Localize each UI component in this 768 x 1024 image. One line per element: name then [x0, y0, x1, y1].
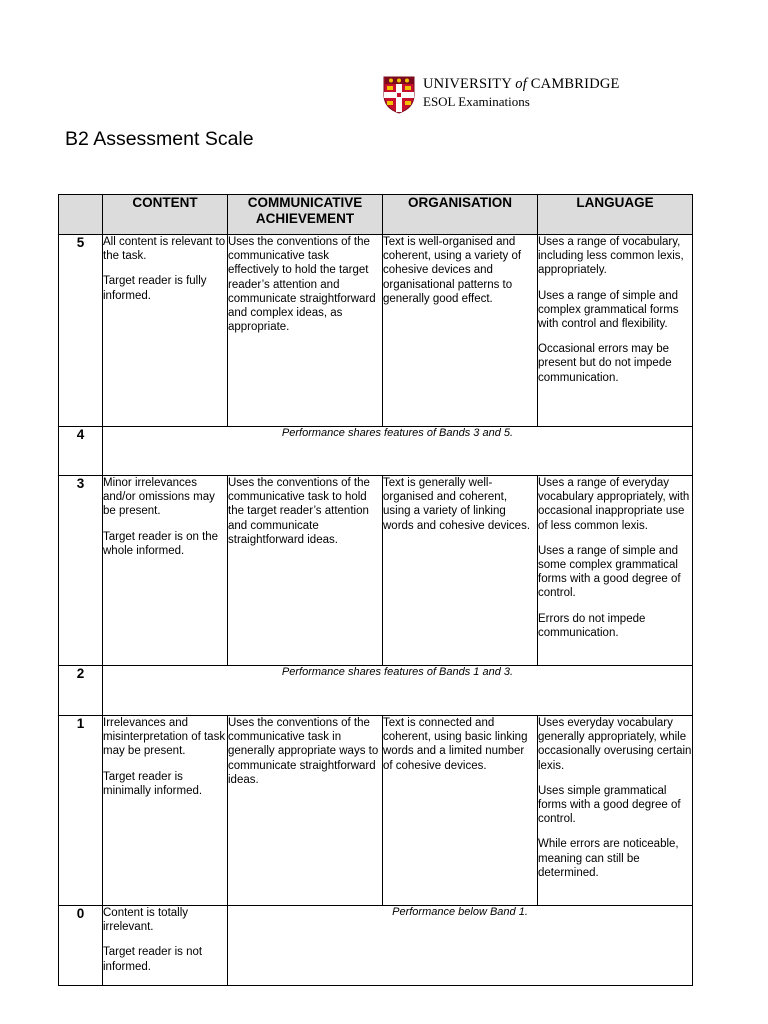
shared-features-note: Performance shares features of Bands 1 and 3.	[103, 666, 693, 716]
language-cell: Uses a range of everyday vocabulary appropriately, with occasional inappropriate use of less common lexis. Uses a range of simple and some complex grammatical forms with a good degree of control. Errors do not impede communication.	[538, 476, 693, 666]
cambridge-logo	[383, 76, 620, 114]
content-cell: Minor irrelevances and/or omissions may be present. Target reader is on the whole informed.	[103, 476, 228, 666]
band-number: 1	[59, 716, 103, 906]
header-band	[59, 195, 103, 235]
communicative-cell: Uses the conventions of the communicative task in generally appropriate ways to communicate straightforward ideas.	[228, 716, 383, 906]
band-number: 4	[59, 427, 103, 476]
band-number: 5	[59, 235, 103, 427]
content-cell: All content is relevant to the task. Target reader is fully informed.	[103, 235, 228, 427]
band-3-row	[59, 476, 693, 666]
organisation-cell: Text is connected and coherent, using basic linking words and a limited number of cohesive devices.	[383, 716, 538, 906]
header-content: CONTENT	[103, 195, 228, 235]
header-language: LANGUAGE	[538, 195, 693, 235]
shared-features-note: Performance below Band 1.	[228, 906, 693, 986]
band-1-row	[59, 716, 693, 906]
header-communicative-achievement: COMMUNICATIVE ACHIEVEMENT	[228, 195, 383, 235]
header-organisation: ORGANISATION	[383, 195, 538, 235]
organisation-cell: Text is generally well-organised and coherent, using a variety of linking words and cohesive devices.	[383, 476, 538, 666]
esol-examinations: ESOL Examinations	[423, 94, 530, 109]
band-2-row	[59, 666, 693, 716]
university-name: UNIVERSITY of CAMBRIDGE	[423, 76, 620, 92]
band-4-row	[59, 427, 693, 476]
header-row	[59, 195, 693, 235]
band-number: 2	[59, 666, 103, 716]
band-number: 0	[59, 906, 103, 986]
band-number: 3	[59, 476, 103, 666]
cambridge-crest-icon	[383, 76, 415, 114]
language-cell: Uses a range of vocabulary, including less common lexis, appropriately. Uses a range of simple and complex grammatical forms with control and flexibility. Occasional errors may be present but do not impede communication.	[538, 235, 693, 427]
content-cell: Irrelevances and misinterpretation of task may be present. Target reader is minimally informed.	[103, 716, 228, 906]
content-cell: Content is totally irrelevant. Target reader is not informed.	[103, 906, 228, 986]
band-5-row	[59, 235, 693, 427]
band-0-row	[59, 906, 693, 986]
language-cell: Uses everyday vocabulary generally appropriately, while occasionally overusing certain lexis. Uses simple grammatical forms with a good degree of control. While errors are noticeable, meaning can still be determined.	[538, 716, 693, 906]
assessment-table	[58, 194, 693, 986]
organisation-cell: Text is well-organised and coherent, using a variety of cohesive devices and organisational patterns to generally good effect.	[383, 235, 538, 427]
page-title: B2 Assessment Scale	[65, 128, 254, 150]
shared-features-note: Performance shares features of Bands 3 and 5.	[103, 427, 693, 476]
communicative-cell: Uses the conventions of the communicative task effectively to hold the target reader’s attention and communicate straightforward and complex ideas, as appropriate.	[228, 235, 383, 427]
communicative-cell: Uses the conventions of the communicative task to hold the target reader’s attention and communicate straightforward ideas.	[228, 476, 383, 666]
